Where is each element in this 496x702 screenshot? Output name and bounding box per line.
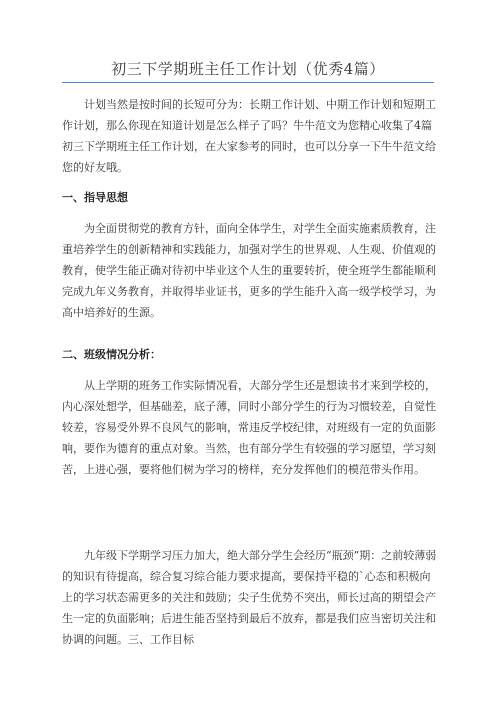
title-divider — [62, 82, 434, 83]
intro-paragraph: 计划当然是按时间的长短可分为：长期工作计划、中期工作计划和短期工作计划，那么你现在知道计划是怎么样子了吗？牛牛范文为您精心收集了4篇初三下学期班主任工作计划，在大家参考的同时，也可以分享一下牛牛范文给您的好友哦。 — [62, 98, 436, 174]
paragraph-class-analysis-1: 从上学期的班务工作实际情况看，大部分学生还是想读书才来到学校的，内心深处想学，但基础差，底子薄，同时小部分学生的行为习惯较差，自觉性较差，容易受外界不良风气的影响，常违反学校纪律，对班级有一定的负面影响，要作为德育的重点对象。当然，也有部分学生有较强的学习愿望，学习刻苦，上进心强，要将他们树为学习的榜样，充分发挥他们的模范带头作用。 — [62, 379, 436, 476]
paragraph-class-analysis-2: 九年级下学期学习压力加大，绝大部分学生会经历“瓶颈”期：之前较薄弱的知识有待提高，综合复习综合能力要求提高，要保持平稳的`心态和积极向上的学习状态需更多的关注和鼓励；尖子生优势不突出，师长过高的期望会产生一定的负面影响；后进生能否坚持到最后不放弃，都是我们应当密切关注和协调的问题。三、工作目标 — [62, 549, 437, 646]
section-heading-class-analysis: 二、班级情况分析： — [62, 348, 161, 361]
paragraph-guiding-ideology: 为全面贯彻党的教育方针，面向全体学生，对学生全面实施素质教育，注重培养学生的创新精神和实践能力，加强对学生的世界观、人生观、价值观的教育，使学生能正确对待初中毕业这个人生的重要转折，使全班学生都能顺利完成九年义务教育，并取得毕业证书，更多的学生能升入高一级学校学习，为高中培养好的生源。 — [62, 222, 436, 319]
section-heading-guiding-ideology: 一、指导思想 — [62, 191, 128, 204]
page-title: 初三下学期班主任工作计划（优秀4篇） — [111, 60, 385, 78]
